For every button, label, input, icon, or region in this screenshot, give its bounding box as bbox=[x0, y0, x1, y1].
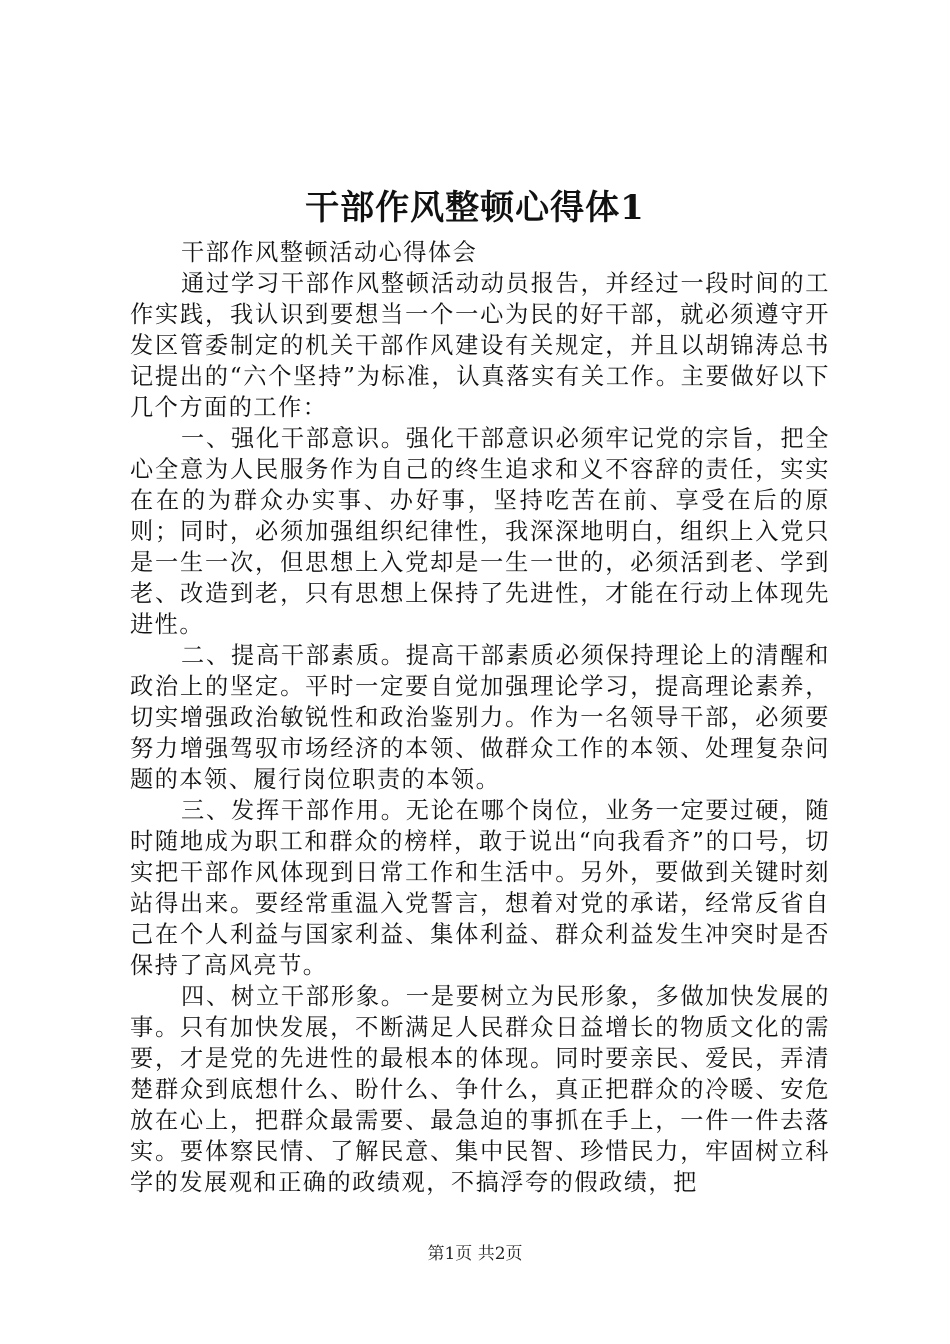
document-body bbox=[130, 237, 830, 1198]
section-three-paragraph: 三、发挥干部作用。无论在哪个岗位，业务一定要过硬，随时随地成为职工和群众的榜样，敢于说出“向我看齐”的口号，切实把干部作风体现到日常工作和生活中。另外，要做到关键时刻站得出来。要经常重温入党誓言，想着对党的承诺，经常反省自己在个人利益与国家利益、集体利益、群众利益发生冲突时是否保持了高风亮节。 bbox=[130, 797, 830, 979]
section-two-paragraph: 二、提高干部素质。提高干部素质必须保持理论上的清醒和政治上的坚定。平时一定要自觉加强理论学习，提高理论素养，切实增强政治敏锐性和政治鉴别力。作为一名领导干部，必须要努力增强驾驭市场经济的本领、做群众工作的本领、处理复杂问题的本领、履行岗位职责的本领。 bbox=[130, 642, 830, 793]
section-four-paragraph: 四、树立干部形象。一是要树立为民形象，多做加快发展的事。只有加快发展，不断满足人民群众日益增长的物质文化的需要，才是党的先进性的最根本的体现。同时要亲民、爱民，弄清楚群众到底想什么、盼什么、争什么，真正把群众的冷暖、安危放在心上，把群众最需要、最急迫的事抓在手上，一件一件去落实。要体察民情、了解民意、集中民智、珍惜民力，牢固树立科学的发展观和正确的政绩观，不搞浮夸的假政绩，把 bbox=[130, 983, 830, 1196]
intro-paragraph: 通过学习干部作风整顿活动动员报告，并经过一段时间的工作实践，我认识到要想当一个一心为民的好干部，就必须遵守开发区管委制定的机关干部作风建设有关规定，并且以胡锦涛总书记提出的“六个坚持”为标准，认真落实有关工作。主要做好以下几个方面的工作： bbox=[130, 270, 830, 421]
section-one-paragraph: 一、强化干部意识。强化干部意识必须牢记党的宗旨，把全心全意为人民服务作为自己的终生追求和义不容辞的责任，实实在在的为群众办实事、办好事，坚持吃苦在前、享受在后的原则；同时，必须加强组织纪律性，我深深地明白，组织上入党只是一生一次，但思想上入党却是一生一世的，必须活到老、学到老、改造到老，只有思想上保持了先进性，才能在行动上体现先进性。 bbox=[130, 425, 830, 638]
document-title: 干部作风整顿心得体1 bbox=[305, 188, 645, 228]
subtitle-paragraph: 干部作风整顿活动心得体会 bbox=[181, 239, 478, 266]
page-number-footer: 第1页 共2页 bbox=[427, 1244, 523, 1264]
